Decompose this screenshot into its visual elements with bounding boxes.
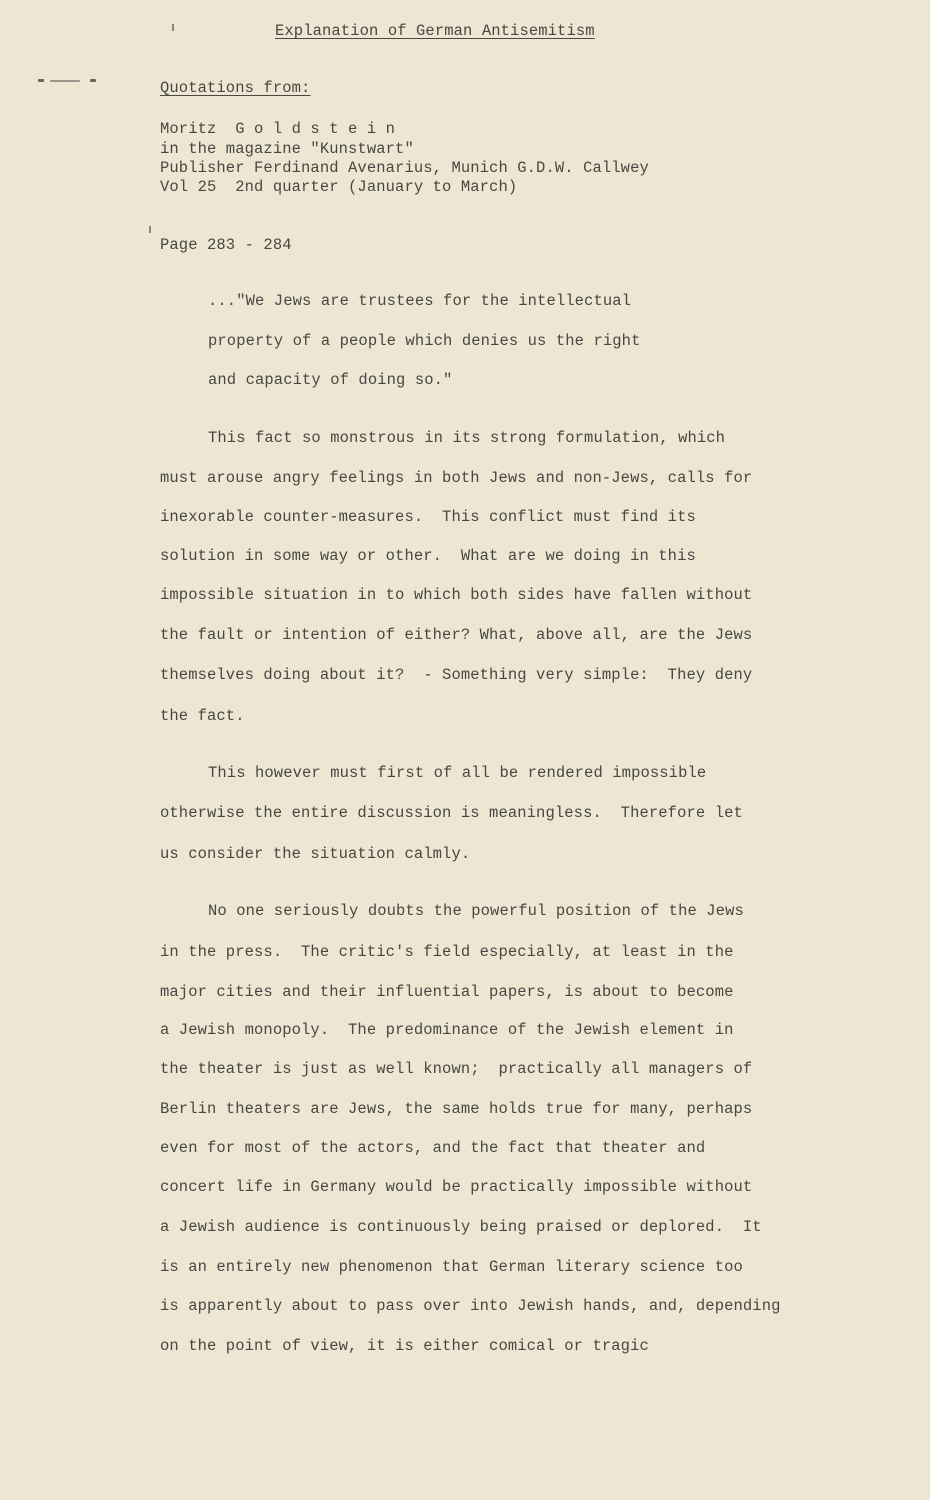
- margin-tick-mark: [149, 226, 151, 233]
- quote-line: property of a people which denies us the right: [208, 332, 641, 350]
- paragraph-2-line: otherwise the entire discussion is meaningless. Therefore let: [160, 804, 743, 822]
- paragraph-1-line: the fact.: [160, 707, 245, 725]
- paragraph-3-line: on the point of view, it is either comical or tragic: [160, 1337, 649, 1355]
- source-author: Moritz G o l d s t e i n: [160, 120, 396, 138]
- paragraph-3-line: Berlin theaters are Jews, the same holds true for many, perhaps: [160, 1100, 753, 1118]
- margin-dash-mark: [38, 79, 98, 83]
- paragraph-3-line: the theater is just as well known; practically all managers of: [160, 1060, 753, 1078]
- paragraph-1-line: the fault or intention of either? What, above all, are the Jews: [160, 626, 753, 644]
- quote-line: ..."We Jews are trustees for the intellectual: [208, 292, 632, 310]
- paragraph-3-line: in the press. The critic's field especially, at least in the: [160, 943, 734, 961]
- paragraph-3-line: even for most of the actors, and the fact that theater and: [160, 1139, 706, 1157]
- document-title: Explanation of German Antisemitism: [275, 22, 595, 40]
- paragraph-1-line: solution in some way or other. What are we doing in this: [160, 547, 696, 565]
- paragraph-2-line: This however must first of all be rendered impossible: [208, 764, 707, 782]
- paragraph-1-line: impossible situation in to which both sides have fallen without: [160, 586, 753, 604]
- quotations-label: Quotations from:: [160, 79, 311, 97]
- paragraph-2-line: us consider the situation calmly.: [160, 845, 471, 863]
- paragraph-3-line: is an entirely new phenomenon that German literary science too: [160, 1258, 743, 1276]
- quote-line: and capacity of doing so.": [208, 371, 453, 389]
- page-reference: Page 283 - 284: [160, 236, 292, 254]
- margin-tick-mark: [172, 24, 174, 31]
- source-magazine: in the magazine "Kunstwart": [160, 140, 414, 158]
- paragraph-3-line: major cities and their influential papers, is about to become: [160, 983, 734, 1001]
- paragraph-1-line: inexorable counter-measures. This conflict must find its: [160, 508, 696, 526]
- source-publisher: Publisher Ferdinand Avenarius, Munich G.D.W. Callwey: [160, 159, 649, 177]
- paragraph-3-line: is apparently about to pass over into Jewish hands, and, depending: [160, 1297, 781, 1315]
- paragraph-1-line: themselves doing about it? - Something very simple: They deny: [160, 666, 753, 684]
- paragraph-3-line: No one seriously doubts the powerful position of the Jews: [208, 902, 744, 920]
- source-volume: Vol 25 2nd quarter (January to March): [160, 178, 518, 196]
- paragraph-3-line: concert life in Germany would be practically impossible without: [160, 1178, 753, 1196]
- paragraph-1-line: must arouse angry feelings in both Jews and non-Jews, calls for: [160, 469, 753, 487]
- paragraph-3-line: a Jewish audience is continuously being praised or deplored. It: [160, 1218, 762, 1236]
- paragraph-1-line: This fact so monstrous in its strong formulation, which: [208, 429, 726, 447]
- paragraph-3-line: a Jewish monopoly. The predominance of the Jewish element in: [160, 1021, 734, 1039]
